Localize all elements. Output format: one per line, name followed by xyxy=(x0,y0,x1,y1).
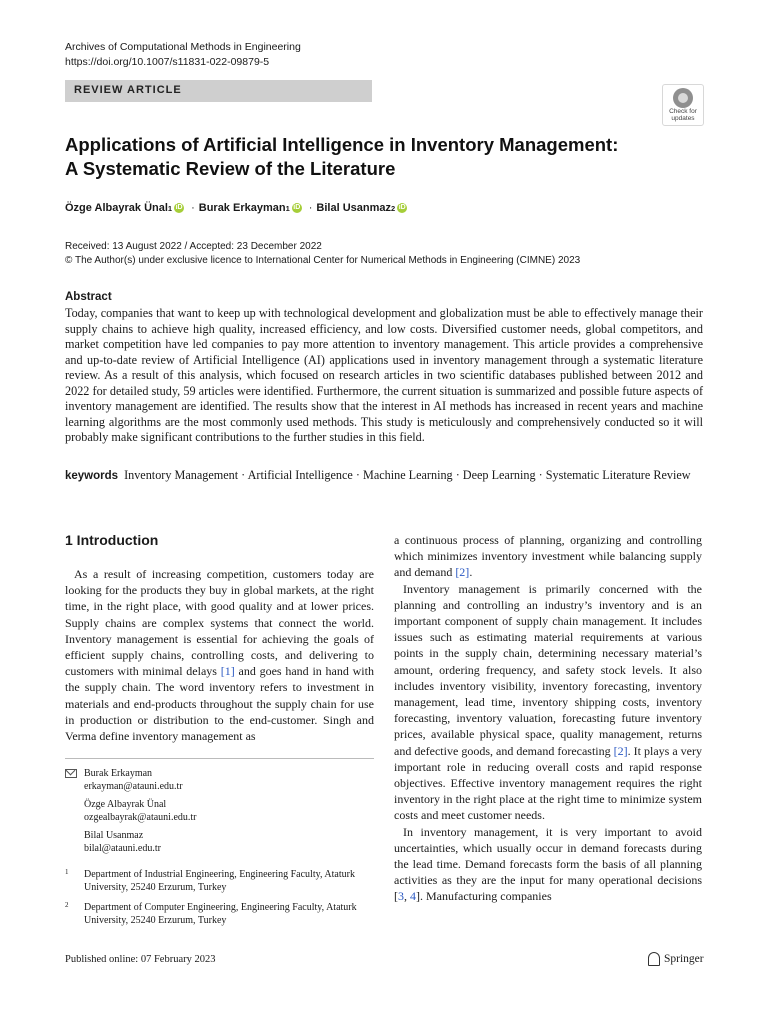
contact-name: Özge Albayrak Ünal xyxy=(84,799,167,810)
contact-email[interactable]: bilal@atauni.edu.tr xyxy=(84,843,161,854)
author-separator: · xyxy=(308,202,313,214)
footnote-divider xyxy=(65,758,374,759)
doi-link[interactable]: https://doi.org/10.1007/s11831-022-09879-5 xyxy=(65,56,270,68)
check-updates-label: Check for updates xyxy=(669,108,697,122)
keywords xyxy=(65,468,703,485)
citation-link[interactable]: [2] xyxy=(455,565,470,580)
orcid-icon[interactable]: iD xyxy=(175,204,183,211)
title-line-2: A Systematic Review of the Literature xyxy=(65,158,396,179)
right-column xyxy=(394,532,702,905)
author-separator: · xyxy=(191,202,195,214)
article-type-label: REVIEW ARTICLE xyxy=(74,84,182,96)
citation-link[interactable]: [2] xyxy=(613,743,628,758)
author-list xyxy=(65,202,410,214)
citation-link[interactable]: 4 xyxy=(410,889,416,904)
contact-name: Bilal Usanmaz xyxy=(84,830,144,841)
contact-entry xyxy=(84,767,393,793)
springer-horse-icon xyxy=(648,952,660,966)
orcid-icon[interactable]: iD xyxy=(398,204,406,211)
paragraph: a continuous process of planning, organizing and controlling which minimizes inventory investment while balancing supply and demand [2]. xyxy=(394,533,702,580)
article-type-banner xyxy=(65,80,372,102)
journal-name: Archives of Computational Methods in Engineering xyxy=(65,41,301,53)
contact-name: Burak Erkayman xyxy=(84,768,153,779)
article-dates xyxy=(65,240,580,268)
citation-link[interactable]: 3 xyxy=(398,889,404,904)
affiliation-text: Department of Computer Engineering, Engineering Faculty, Ataturk University, 25240 Erzurum, Turkey xyxy=(84,902,357,926)
author-name[interactable]: Burak Erkayman xyxy=(198,202,286,214)
crossmark-icon xyxy=(673,88,693,108)
author-name[interactable]: Özge Albayrak Ünal xyxy=(65,202,168,214)
affiliation-number: 2 xyxy=(65,901,69,909)
corresponding-contacts xyxy=(65,767,374,860)
published-date: Published online: 07 February 2023 xyxy=(65,954,216,965)
paragraph: As a result of increasing competition, customers today are looking for the products they buy in global markets, at the right time, in the right place, with good quality and at lower prices. Supply chains are complex systems that connect the world. Inventory management is essential for achieving the goals of efficient supply chains, controlling costs, and delivering to customers with minimal delays [1] and goes hand in hand with the supply chain. The word inventory refers to investment in materials and end-products throughout the supply chain for use in production or distribution to the end-customer. Singh and Verma define inventory management as xyxy=(65,567,374,744)
section-heading: 1 Introduction xyxy=(65,532,159,548)
author-name[interactable]: Bilal Usanmaz xyxy=(316,202,392,214)
affiliation-text: Department of Industrial Engineering, Engineering Faculty, Ataturk University, 25240 Erzurum, Turkey xyxy=(84,869,355,893)
citation-link[interactable]: [1] xyxy=(220,664,235,679)
affiliation-entry xyxy=(65,901,374,927)
author-affil-sup: 1 xyxy=(167,203,173,213)
abstract-heading: Abstract xyxy=(65,291,112,303)
envelope-icon xyxy=(65,769,77,778)
paragraph: In inventory management, it is very important to avoid uncertainties, which usually occur in demand forecasts during the lead time. Demand forecasts form the basis of all planning activities as they are the input for many operational decisions [3, 4]. Manufacturing companies xyxy=(394,824,702,904)
affiliations xyxy=(65,868,374,934)
affiliation-number: 1 xyxy=(65,868,69,876)
keywords-list: Inventory Management · Artificial Intelligence · Machine Learning · Deep Learning · Systematic Literature Review xyxy=(124,468,691,482)
paragraph: Inventory management is primarily concerned with the planning and controlling an industry’s inventory and is an important component of supply chain management. It includes issues such as estimating material requirements at various points in the supply chain, determining necessary material’s amount, ordering frequency, and safety stock levels. It also includes inventory visibility, inventory forecasting, inventory management, lead time, inventory shipping costs, inventory forecasting, inventory valuation, forecasting future inventory prices, available physical space, quality management, returns and defective goods, and demand forecasting [2]. It plays a very important role in reducing overall costs and rapid response objectives. Effective inventory management requires the right inventory in the right place at the right time to minimize system costs and meet customer needs. xyxy=(394,581,703,823)
keywords-label: keywords xyxy=(65,470,119,482)
contact-email[interactable]: erkayman@atauni.edu.tr xyxy=(84,781,183,792)
contact-entry xyxy=(84,798,393,824)
contact-email[interactable]: ozgealbayrak@atauni.edu.tr xyxy=(84,812,197,823)
copyright-notice: © The Author(s) under exclusive licence to International Center for Numerical Methods in Engineering (CIMNE) 2023 xyxy=(65,255,581,266)
contact-entry xyxy=(84,829,393,855)
received-accepted: Received: 13 August 2022 / Accepted: 23 December 2022 xyxy=(65,241,322,252)
author-affil-sup: 2 xyxy=(391,203,396,213)
journal-header xyxy=(65,40,301,70)
title-line-1: Applications of Artificial Intelligence in Inventory Management: xyxy=(65,134,619,155)
publisher-name: Springer xyxy=(664,953,704,965)
abstract-text: Today, companies that want to keep up with technological development and globalization must be able to effectively manage their supply chains to achieve high quality, increased efficiency, and low costs. Diversified customer needs, global competitors, and market competition have led companies to pay more attention to inventory management. This article provides a comprehensive and up-to-date review of Artificial Intelligence (AI) applications used in inventory management through a systematic literature review. As a result of this analysis, which focused on research articles in two scientific databases published between 2012 and 2022 for detailed study, 59 articles were identified. Furthermore, the current situation is summarized and possible future aspects of inventory management are identified. The results show that the interest in AI methods has increased in recent years and machine learning algorithms are the most commonly used methods. This study is meticulously and comprehensively conducted so it will probably make significant contributions to the further studies in this field. xyxy=(65,306,703,444)
left-column xyxy=(65,566,374,744)
author-affil-sup: 1 xyxy=(285,203,290,213)
orcid-icon[interactable]: iD xyxy=(293,204,301,211)
check-for-updates-button[interactable] xyxy=(662,84,704,126)
article-title xyxy=(65,133,665,181)
affiliation-entry xyxy=(65,868,374,894)
publisher-logo xyxy=(648,952,704,966)
